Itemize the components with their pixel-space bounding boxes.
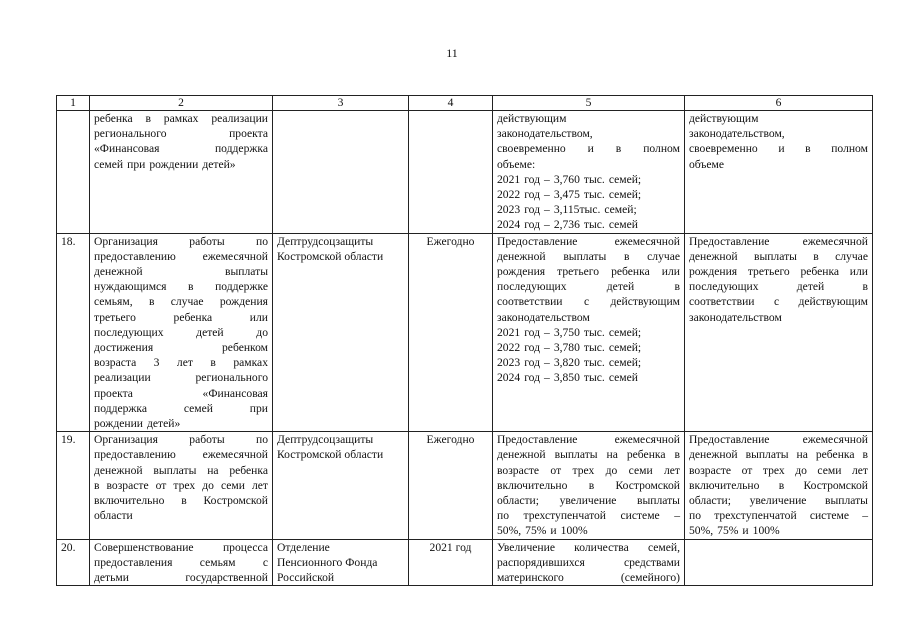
indicator-cell xyxy=(493,432,685,539)
row-number: 20. xyxy=(57,539,90,586)
table-row xyxy=(57,111,873,234)
text-line: возраста 3 лет в рамках xyxy=(94,356,268,370)
text-line: достижения ребенком xyxy=(94,341,268,355)
term-cell: 2021 год xyxy=(409,539,493,586)
term-cell: Ежегодно xyxy=(409,233,493,432)
text-line: законодательством xyxy=(689,310,782,324)
text-line: последующих детей в xyxy=(497,280,680,294)
text-line: рождения третьего ребенка или xyxy=(497,265,680,279)
table-row xyxy=(57,233,873,432)
text-line: действующим xyxy=(497,112,567,125)
result-cell xyxy=(685,111,873,234)
text-line: денежной выплаты в случае xyxy=(689,249,868,263)
term-cell: Ежегодно xyxy=(409,432,493,539)
text-line: проекта «Финансовая xyxy=(94,386,268,400)
text-line: своевременно и в полном xyxy=(497,142,680,156)
text-line: области; увеличение выплаты xyxy=(689,494,868,508)
row-number xyxy=(57,111,90,234)
text-line: Отделение xyxy=(277,540,330,554)
text-line: последующих детей до xyxy=(94,325,268,339)
col-header: 1 xyxy=(57,96,90,111)
text-line: своевременно и в полном xyxy=(689,142,868,156)
executor-cell xyxy=(273,233,409,432)
text-line: включительно в Костромской xyxy=(94,494,268,508)
text-line: рождения третьего ребенка или xyxy=(689,265,868,279)
text-line: законодательством, xyxy=(497,127,593,141)
text-line: возрасте от трех до семи лет xyxy=(689,463,868,477)
page-number: 11 xyxy=(446,46,458,60)
text-line: Совершенствование процесса xyxy=(94,540,268,554)
text-line: последующих детей в xyxy=(689,280,868,294)
term-cell xyxy=(409,111,493,234)
indicator-cell xyxy=(493,539,685,586)
text-line: Организация работы по xyxy=(94,433,268,447)
text-line: семей при рождении детей» xyxy=(94,157,236,171)
text-line: 2023 год – 3,115тыс. семей; xyxy=(497,203,637,217)
text-line: денежной выплаты на ребенка в xyxy=(497,448,680,462)
text-line: по трехступенчатой системе – xyxy=(689,509,868,523)
col-header: 3 xyxy=(273,96,409,111)
text-line: денежной выплаты на ребенка xyxy=(94,463,268,477)
text-line: Увеличение количества семей, xyxy=(497,540,680,554)
row-number: 19. xyxy=(57,432,90,539)
text-line: Предоставление ежемесячной xyxy=(689,433,868,447)
text-line: материнского (семейного) xyxy=(497,571,680,585)
col-header: 5 xyxy=(493,96,685,111)
text-line: 2023 год – 3,820 тыс. семей; xyxy=(497,356,642,370)
indicator-cell xyxy=(493,233,685,432)
measure-cell xyxy=(90,539,273,586)
text-line: третьего ребенка или xyxy=(94,310,268,324)
row-number: 18. xyxy=(57,233,90,432)
text-line: возрасте от трех до семи лет xyxy=(497,463,680,477)
text-line: 2022 год – 3,475 тыс. семей; xyxy=(497,188,642,202)
measure-cell xyxy=(90,432,273,539)
text-line: 50%, 75% и 100% xyxy=(689,524,780,538)
text-line: 2021 год – 3,760 тыс. семей; xyxy=(497,172,642,186)
text-line: ребенка в рамках реализации xyxy=(94,112,268,125)
text-line: предоставления семьям с xyxy=(94,555,268,569)
text-line: предоставлению ежемесячной xyxy=(94,448,268,462)
text-line: поддержка семей при xyxy=(94,401,268,415)
text-line: законодательством, xyxy=(689,127,785,141)
text-line: Предоставление ежемесячной xyxy=(497,433,680,447)
text-line: распорядившихся средствами xyxy=(497,555,680,569)
text-line: нуждающимся в поддержке xyxy=(94,280,268,294)
text-line: «Финансовая поддержка xyxy=(94,142,268,156)
text-line: Дептрудсоцзащиты xyxy=(277,234,374,248)
text-line: области xyxy=(94,509,133,523)
text-line: реализации регионального xyxy=(94,371,268,385)
executor-cell xyxy=(273,539,409,586)
text-line: Костромской области xyxy=(277,249,384,263)
measure-cell xyxy=(90,233,273,432)
text-line: законодательством xyxy=(497,310,590,324)
table-header-row xyxy=(57,96,873,111)
text-line: 2024 год – 2,736 тыс. семей xyxy=(497,218,638,232)
text-line: 2024 год – 3,850 тыс. семей xyxy=(497,371,638,385)
text-line: соответствии с действующим xyxy=(689,295,868,309)
indicator-cell xyxy=(493,111,685,234)
text-line: денежной выплаты в случае xyxy=(497,249,680,263)
text-line: в возрасте от трех до семи лет xyxy=(94,478,268,492)
text-line: Организация работы по xyxy=(94,234,268,248)
text-line: семьям, в случае рождения xyxy=(94,295,268,309)
table-row xyxy=(57,539,873,586)
text-line: регионального проекта xyxy=(94,127,268,141)
text-line: Дептрудсоцзащиты xyxy=(277,433,374,447)
text-line: области; увеличение выплаты xyxy=(497,494,680,508)
text-line: Предоставление ежемесячной xyxy=(689,234,868,248)
text-line: детьми государственной xyxy=(94,571,268,585)
text-line: Российской xyxy=(277,571,335,585)
text-line: объеме: xyxy=(497,157,536,171)
text-line: 2021 год – 3,750 тыс. семей; xyxy=(497,325,642,339)
text-line: 2022 год – 3,780 тыс. семей; xyxy=(497,341,642,355)
text-line: денежной выплаты на ребенка в xyxy=(689,448,868,462)
text-line: Костромской области xyxy=(277,448,384,462)
result-cell xyxy=(685,539,873,586)
measures-table xyxy=(56,95,873,586)
col-header: 4 xyxy=(409,96,493,111)
text-line: включительно в Костромской xyxy=(689,478,868,492)
result-cell xyxy=(685,233,873,432)
text-line: Пенсионного Фонда xyxy=(277,555,378,569)
measure-cell xyxy=(90,111,273,234)
text-line: денежной выплаты xyxy=(94,265,268,279)
text-line: соответствии с действующим xyxy=(497,295,680,309)
col-header: 6 xyxy=(685,96,873,111)
executor-cell xyxy=(273,432,409,539)
col-header: 2 xyxy=(90,96,273,111)
result-cell xyxy=(685,432,873,539)
text-line: рождении детей» xyxy=(94,417,181,431)
text-line: предоставлению ежемесячной xyxy=(94,249,268,263)
text-line: включительно в Костромской xyxy=(497,478,680,492)
text-line: 50%, 75% и 100% xyxy=(497,524,588,538)
table-row xyxy=(57,432,873,539)
text-line: Предоставление ежемесячной xyxy=(497,234,680,248)
text-line: объеме xyxy=(689,157,725,171)
text-line: действующим xyxy=(689,112,759,125)
text-line: по трехступенчатой системе – xyxy=(497,509,680,523)
executor-cell xyxy=(273,111,409,234)
